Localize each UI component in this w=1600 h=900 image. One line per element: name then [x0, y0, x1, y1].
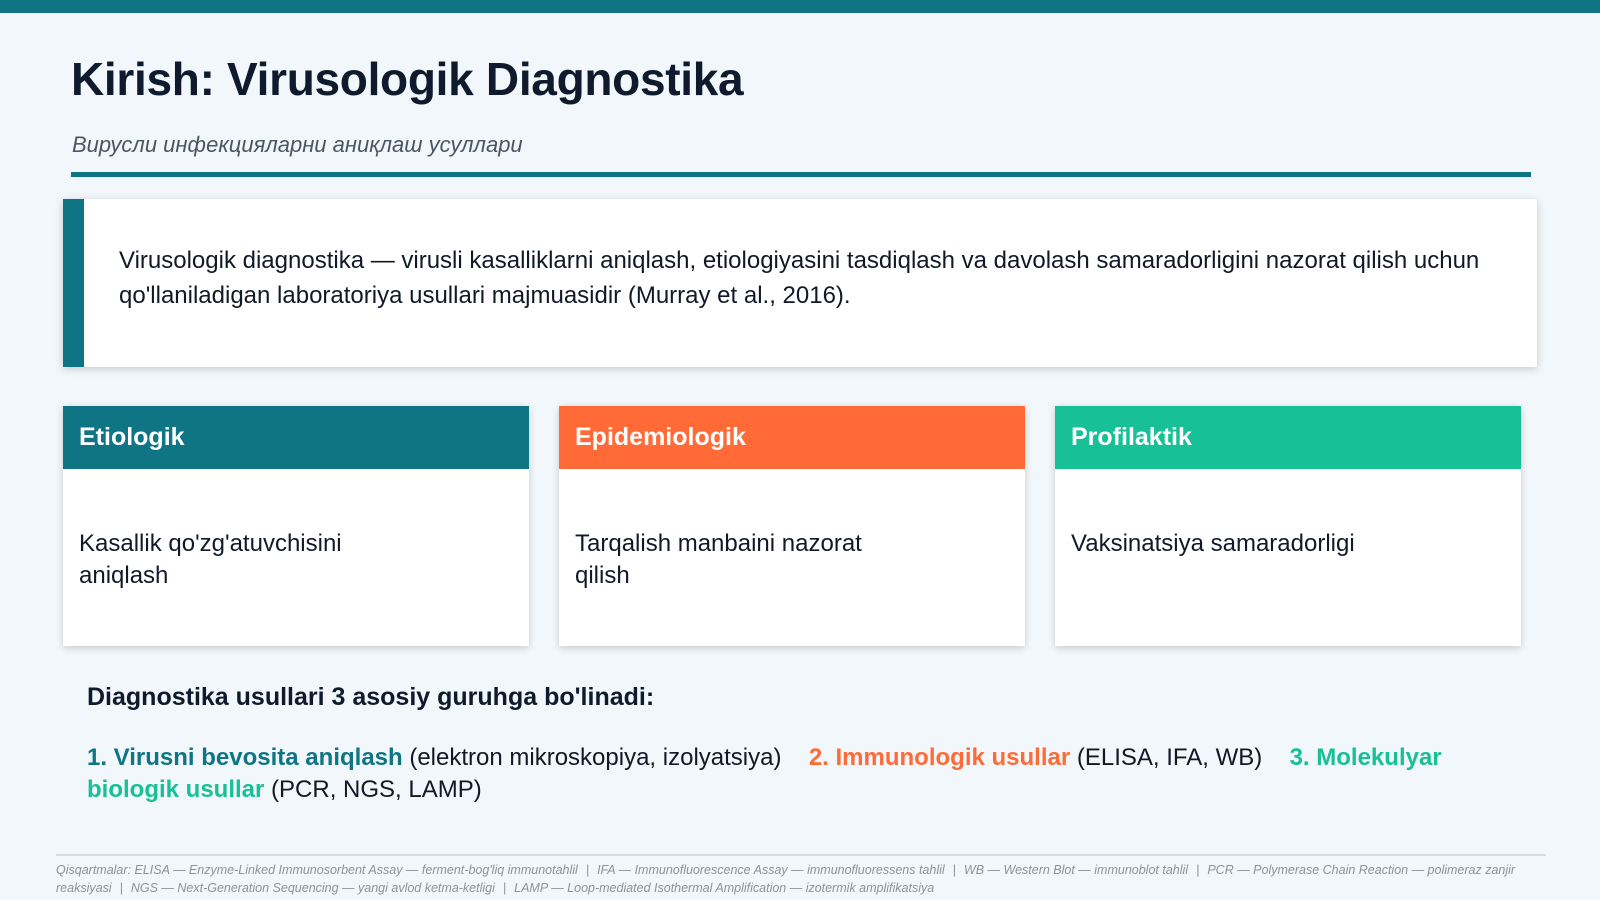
footnote-item: ELISA — Enzyme-Linked Immunosorbent Assay — ferment-bog'liq immunotahlil	[134, 863, 578, 877]
group-detail: (elektron mikroskopiya, izolyatsiya)	[409, 744, 782, 771]
card-profilaktik	[1055, 406, 1521, 646]
footnote-prefix: Qisqartmalar:	[56, 863, 132, 877]
card-body: Kasallik qo'zg'atuvchisini aniqlash	[79, 530, 342, 589]
card-etiologik	[63, 406, 529, 646]
footnote-divider: |	[585, 863, 590, 877]
footnote-divider: |	[952, 863, 956, 877]
groups-heading: Diagnostika usullari 3 asosiy guruhga bo'linadi:	[87, 683, 655, 711]
footnote-item: NGS — Next-Generation Sequencing — yangi avlod ketma-ketligi	[130, 881, 495, 895]
intro-accent-bar	[63, 199, 84, 367]
footnote-divider: |	[502, 881, 507, 895]
footnote-item: LAMP — Loop-mediated Isothermal Amplification — izotermik amplifikatsiya	[514, 881, 935, 895]
top-accent-bar	[0, 0, 1600, 13]
slide-subtitle: Вирусли инфекцияларни аниқлаш усуллари	[72, 132, 523, 157]
card-title: Epidemiologik	[559, 406, 1025, 469]
footnote-item: PCR — Polymerase Chain Reaction — polimeraz zanjir reaksiyasi	[56, 863, 1516, 895]
card-title: Etiologik	[63, 406, 529, 469]
footer-divider	[56, 854, 1546, 856]
card-body: Vaksinatsiya samaradorligi	[1071, 530, 1355, 557]
footnote-item: WB — Western Blot — immunoblot tahlil	[963, 863, 1189, 877]
group-name: 1. Virusni bevosita aniqlash	[87, 744, 403, 771]
slide-title: Kirish: Virusologik Diagnostika	[71, 53, 744, 105]
card-body: Tarqalish manbaini nazorat qilish	[575, 530, 862, 589]
group-name: 2. Immunologik usullar	[808, 744, 1071, 771]
group-name: 3. Molekulyar biologik usullar	[87, 744, 1442, 803]
card-title: Profilaktik	[1055, 406, 1521, 469]
card-epidemiologik	[559, 406, 1025, 646]
group-detail: (PCR, NGS, LAMP)	[271, 776, 482, 803]
footnote-item: IFA — Immunofluorescence Assay — immunofluoressens tahlil	[597, 863, 945, 877]
footnote-divider: |	[1196, 863, 1200, 877]
title-divider	[71, 172, 1531, 177]
footnote-divider: |	[119, 881, 123, 895]
group-detail: (ELISA, IFA, WB)	[1076, 744, 1263, 771]
abbreviations-footnote	[56, 861, 1546, 897]
groups-list	[87, 742, 1517, 806]
intro-text: Virusologik diagnostika — virusli kasalliklarni aniqlash, etiologiyasini tasdiqlash va davolash samaradorligini nazorat qilish uchun qo'llaniladigan laboratoriya usullari majmuasidir (Murray et al., 2016).	[119, 247, 1480, 309]
intro-card	[63, 199, 1537, 367]
